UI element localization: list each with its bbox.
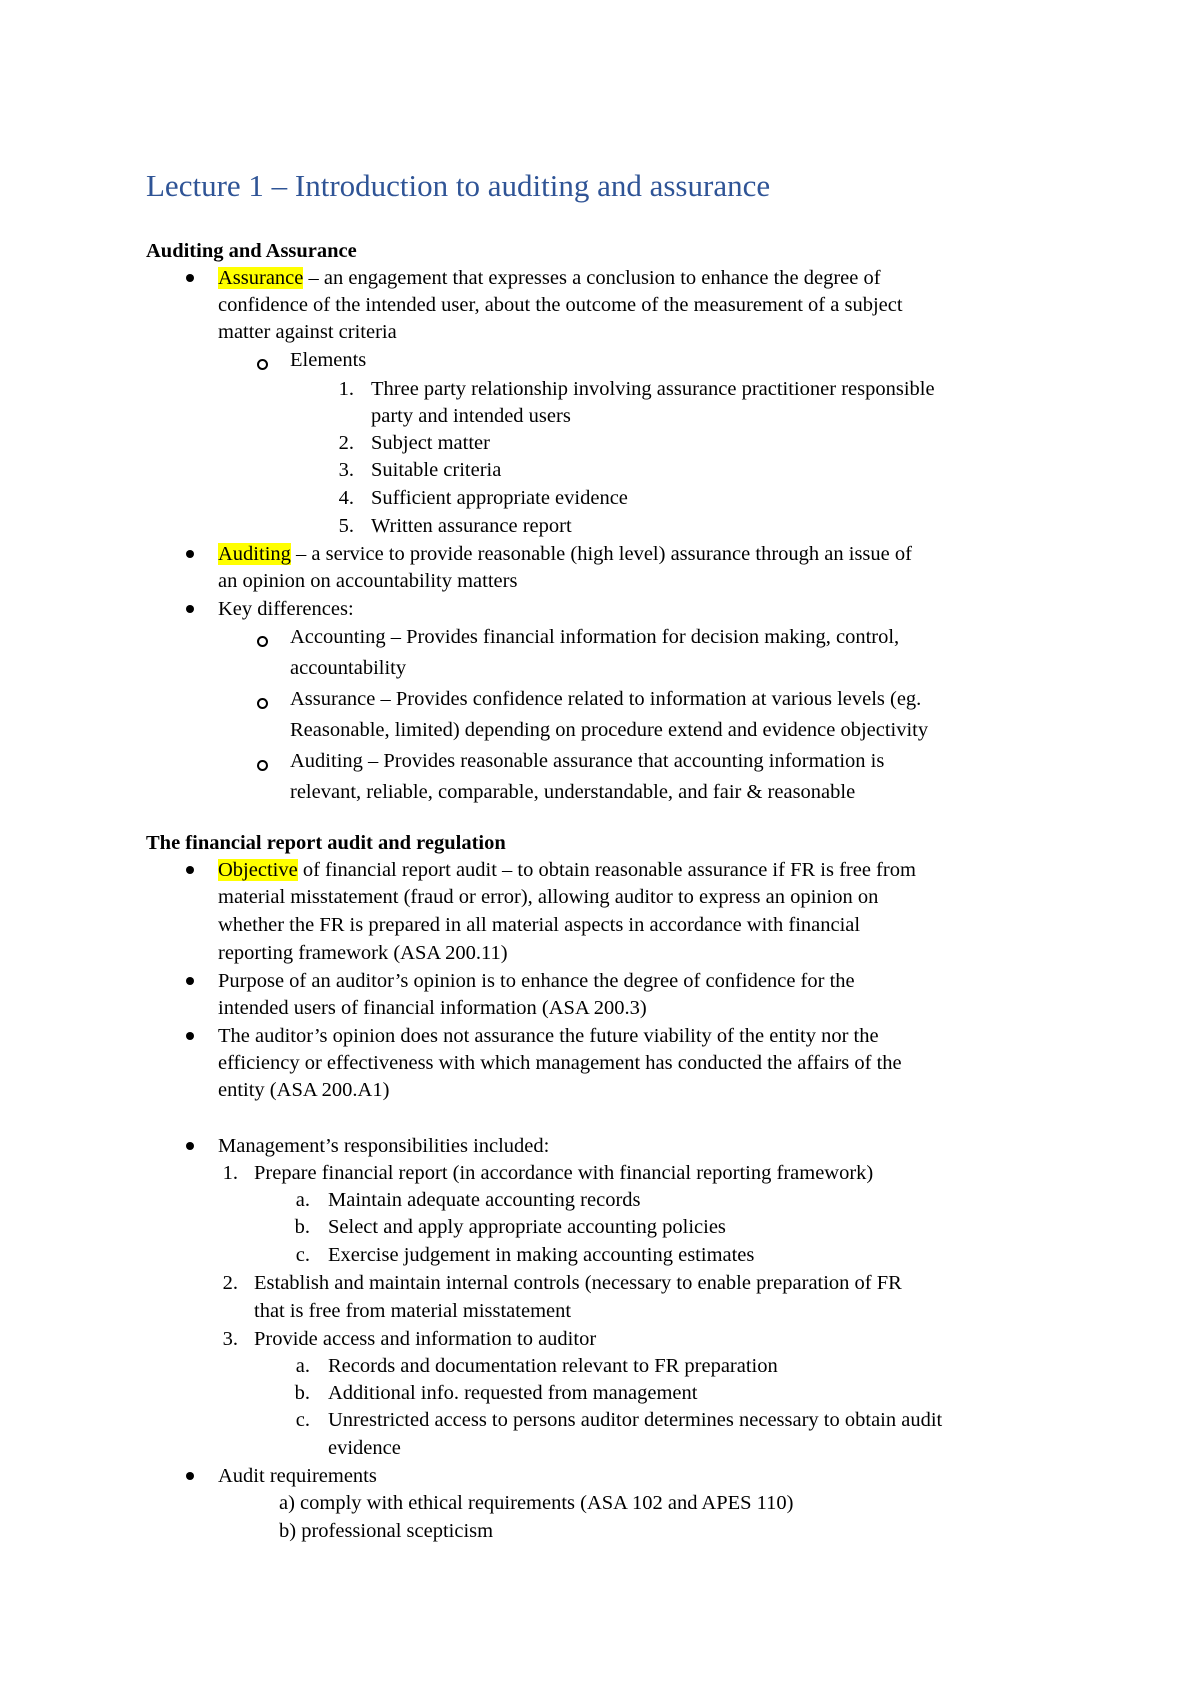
element-item-2: Subject matter — [371, 432, 490, 454]
bullet-assurance-line1: Assurance – an engagement that expresses a conclusion to enhance the degree of — [218, 267, 881, 289]
page-title: Lecture 1 – Introduction to auditing and assurance — [146, 168, 771, 203]
kd-assurance-line1: Assurance – Provides confidence related to information at various levels (eg. — [290, 688, 922, 710]
sub-bullet-elements: Elements — [290, 349, 367, 371]
mgmt-item-2-line1: Establish and maintain internal controls (necessary to enable preparation of FR — [254, 1272, 902, 1294]
bullet-purpose-line1: Purpose of an auditor’s opinion is to enhance the degree of confidence for the — [218, 970, 855, 992]
kd-assurance-line2: Reasonable, limited) depending on procedure extend and evidence objectivity — [290, 719, 929, 741]
audit-requirement-a: a) comply with ethical requirements (ASA 102 and APES 110) — [279, 1492, 794, 1514]
mgmt-item-1a: Maintain adequate accounting records — [328, 1189, 641, 1211]
bullet-auditing-line2: an opinion on accountability matters — [218, 570, 518, 592]
element-item-5: Written assurance report — [371, 515, 572, 537]
mgmt-item-3: Provide access and information to auditor — [254, 1328, 597, 1350]
list-letter: c. — [295, 1409, 310, 1431]
list-number: 2. — [338, 432, 354, 454]
element-item-3: Suitable criteria — [371, 459, 502, 481]
list-letter: a. — [295, 1355, 310, 1377]
sub-bullet-icon — [257, 359, 268, 370]
bullet-assurance-line3: matter against criteria — [218, 321, 397, 343]
list-number: 1. — [222, 1162, 238, 1184]
sub-bullet-icon — [257, 698, 268, 709]
section-heading-financial-report-audit: The financial report audit and regulation — [146, 832, 506, 854]
highlight-term-assurance: Assurance — [218, 267, 304, 289]
kd-auditing-line2: relevant, reliable, comparable, understandable, and fair & reasonable — [290, 781, 856, 803]
bullet-opinion-line2: efficiency or effectiveness with which management has conducted the affairs of the — [218, 1052, 902, 1074]
list-number: 2. — [222, 1272, 238, 1294]
section-heading-auditing-assurance: Auditing and Assurance — [146, 240, 357, 262]
bullet-purpose-line2: intended users of financial information (ASA 200.3) — [218, 997, 647, 1019]
bullet-auditing-line1: Auditing – a service to provide reasonable (high level) assurance through an issue of — [218, 543, 912, 565]
mgmt-item-3b: Additional info. requested from management — [328, 1382, 698, 1404]
bullet-objective-line3: whether the FR is prepared in all material aspects in accordance with financial — [218, 914, 861, 936]
audit-requirement-b: b) professional scepticism — [279, 1520, 494, 1542]
mgmt-item-1b: Select and apply appropriate accounting policies — [328, 1216, 726, 1238]
bullet-icon — [186, 1032, 194, 1040]
sub-bullet-icon — [257, 760, 268, 771]
bullet-opinion-line1: The auditor’s opinion does not assurance the future viability of the entity nor the — [218, 1025, 879, 1047]
list-number: 1. — [338, 378, 354, 400]
bullet-icon — [186, 274, 194, 282]
sub-bullet-icon — [257, 636, 268, 647]
bullet-key-differences: Key differences: — [218, 598, 354, 620]
bullet-assurance-line2: confidence of the intended user, about the outcome of the measurement of a subject — [218, 294, 903, 316]
mgmt-item-1: Prepare financial report (in accordance with financial reporting framework) — [254, 1162, 874, 1184]
mgmt-item-2-line2: that is free from material misstatement — [254, 1300, 572, 1322]
list-number: 4. — [338, 487, 354, 509]
bullet-audit-requirements: Audit requirements — [218, 1465, 377, 1487]
kd-auditing-line1: Auditing – Provides reasonable assurance that accounting information is — [290, 750, 885, 772]
element-item-1-line1: Three party relationship involving assurance practitioner responsible — [371, 378, 935, 400]
list-letter: b. — [294, 1216, 310, 1238]
list-letter: a. — [295, 1189, 310, 1211]
bullet-objective-line1: Objective of financial report audit – to obtain reasonable assurance if FR is free from — [218, 859, 916, 881]
element-item-1-line2: party and intended users — [371, 405, 571, 427]
bullet-opinion-line3: entity (ASA 200.A1) — [218, 1079, 390, 1101]
bullet-objective-line2: material misstatement (fraud or error), allowing auditor to express an opinion on — [218, 886, 879, 908]
element-item-4: Sufficient appropriate evidence — [371, 487, 628, 509]
highlight-term-auditing: Auditing — [218, 543, 291, 565]
list-number: 3. — [222, 1328, 238, 1350]
bullet-management: Management’s responsibilities included: — [218, 1135, 550, 1157]
highlight-term-objective: Objective — [218, 859, 298, 881]
bullet-icon — [186, 550, 194, 558]
list-number: 3. — [338, 459, 354, 481]
mgmt-item-1c: Exercise judgement in making accounting estimates — [328, 1244, 755, 1266]
mgmt-item-3c-line2: evidence — [328, 1437, 401, 1459]
bullet-icon — [186, 1142, 194, 1150]
bullet-icon — [186, 866, 194, 874]
bullet-icon — [186, 605, 194, 613]
bullet-icon — [186, 977, 194, 985]
kd-accounting-line2: accountability — [290, 657, 407, 679]
bullet-objective-line4: reporting framework (ASA 200.11) — [218, 942, 508, 964]
kd-accounting-line1: Accounting – Provides financial information for decision making, control, — [290, 626, 900, 648]
list-number: 5. — [338, 515, 354, 537]
list-letter: c. — [295, 1244, 310, 1266]
list-letter: b. — [294, 1382, 310, 1404]
bullet-icon — [186, 1472, 194, 1480]
mgmt-item-3a: Records and documentation relevant to FR preparation — [328, 1355, 778, 1377]
mgmt-item-3c-line1: Unrestricted access to persons auditor determines necessary to obtain audit — [328, 1409, 943, 1431]
